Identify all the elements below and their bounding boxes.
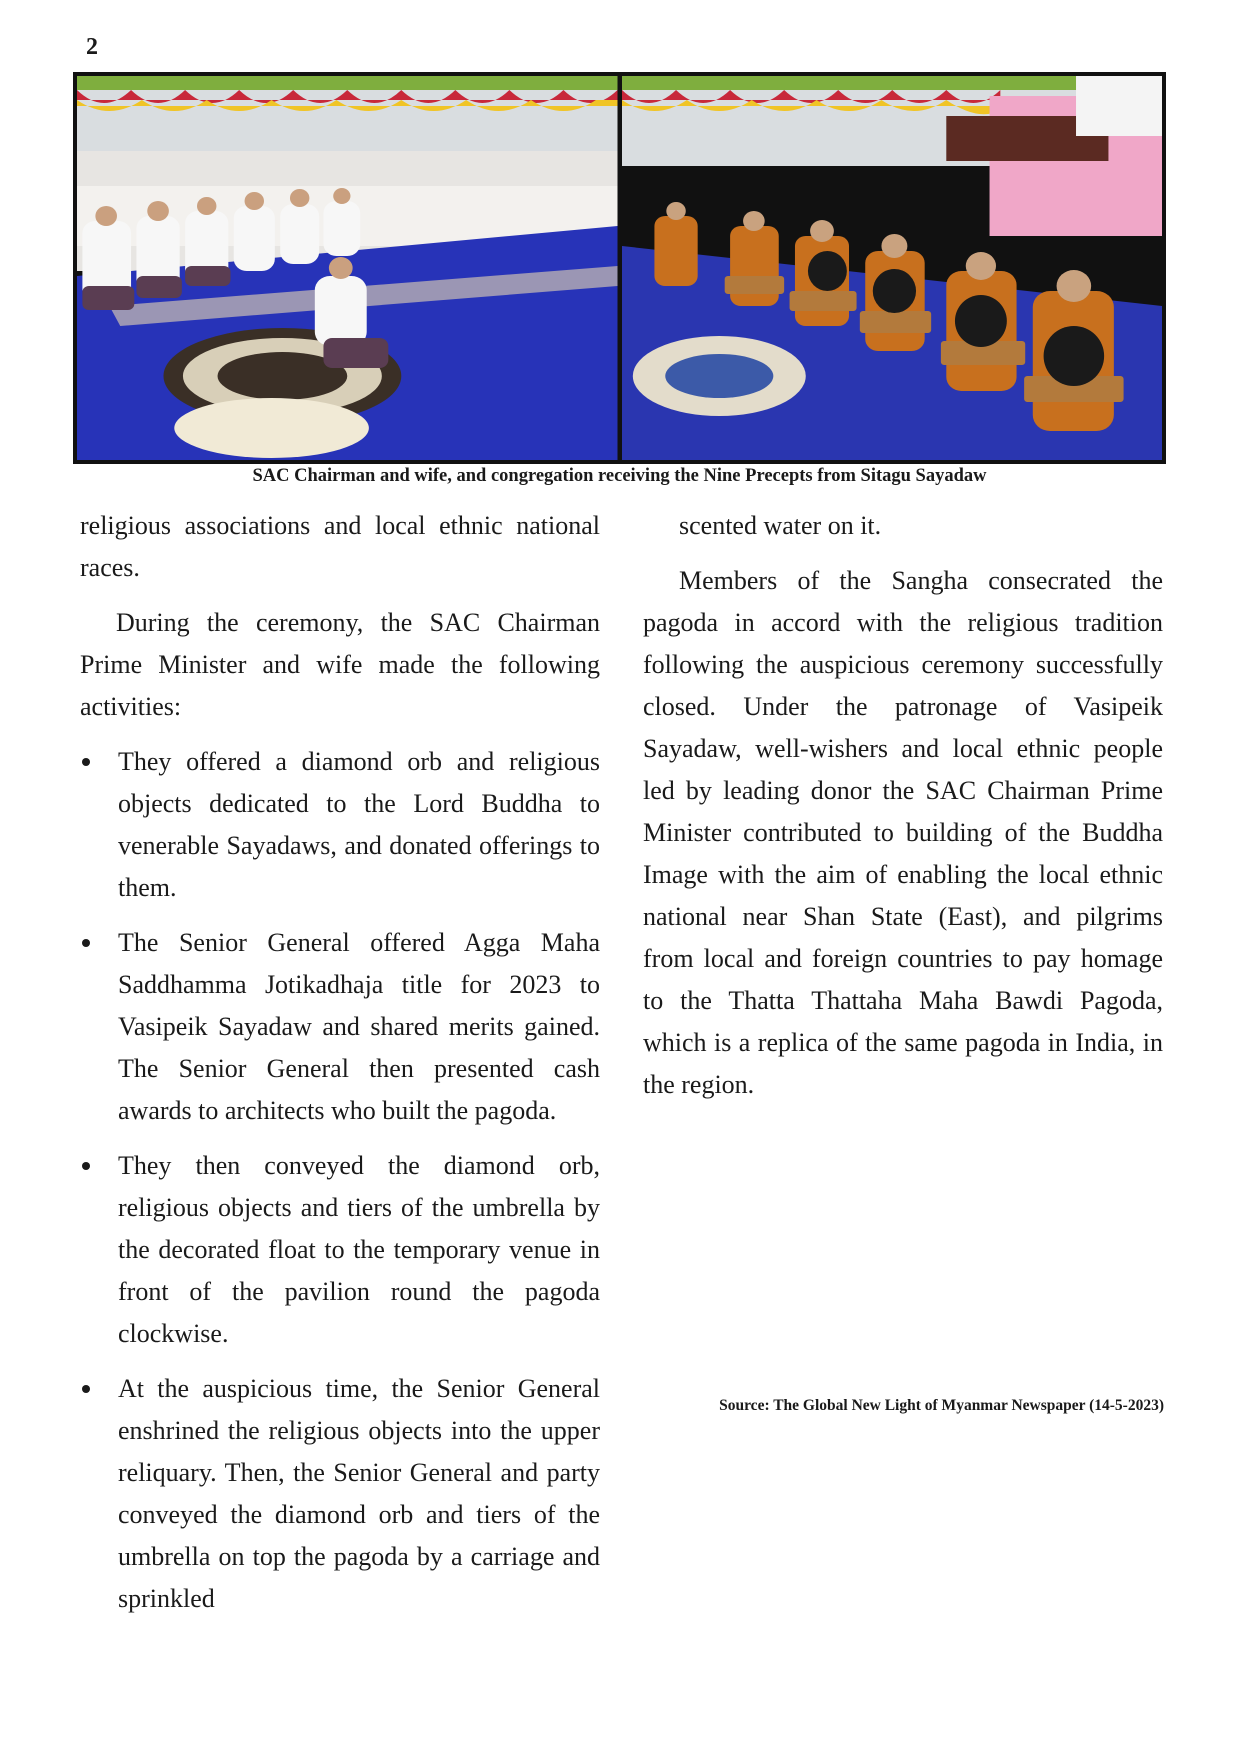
- monks-photo: [622, 76, 1163, 460]
- source-citation: Source: The Global New Light of Myanmar Newspaper (14-5-2023): [719, 1397, 1164, 1414]
- list-item: [80, 922, 600, 1132]
- list-item: [80, 1145, 600, 1355]
- paragraph: religious associations and local ethnic national races.: [80, 511, 600, 582]
- list-item-text: The Senior General offered Agga Maha Saddhamma Jotikadhaja title for 2023 to Vasipeik Sayadaw and shared merits gained. The Senior General then presented cash awards to architects who built the pagoda.: [118, 928, 600, 1125]
- paragraph: During the ceremony, the SAC Chairman Prime Minister and wife made the following activities:: [80, 608, 600, 721]
- bullet-icon: [82, 1385, 90, 1393]
- activity-list: [80, 741, 600, 1620]
- list-item-text: They then conveyed the diamond orb, religious objects and tiers of the umbrella by the decorated float to the temporary venue in front of the pavilion round the pagoda clockwise.: [118, 1151, 600, 1348]
- congregation-photo: [77, 76, 618, 460]
- right-column: [643, 505, 1163, 1119]
- photo-caption: SAC Chairman and wife, and congregation receiving the Nine Precepts from Sitagu Sayadaw: [252, 466, 987, 486]
- bullet-icon: [82, 939, 90, 947]
- ceremony-photo: [73, 72, 1166, 464]
- bullet-icon: [82, 758, 90, 766]
- paragraph: Members of the Sangha consecrated the pagoda in accord with the religious tradition following the auspicious ceremony successfully closed. Under the patronage of Vasipeik Sayadaw, well-wishers and local ethnic people led by leading donor the SAC Chairman Prime Minister contributed to building of the Buddha Image with the aim of enabling the local ethnic national near Shan State (East), and pilgrims from local and foreign countries to pay homage to the Thatta Thattaha Maha Bawdi Pagoda, which is a replica of the same pagoda in India, in the region.: [643, 566, 1163, 1099]
- left-column: [80, 505, 600, 1633]
- page-number: 2: [86, 34, 98, 60]
- list-item: [80, 1368, 600, 1620]
- list-item: [80, 741, 600, 909]
- bullet-icon: [82, 1162, 90, 1170]
- paragraph: scented water on it.: [679, 511, 882, 540]
- list-item-text: They offered a diamond orb and religious objects dedicated to the Lord Buddha to venerable Sayadaws, and donated offerings to them.: [118, 747, 600, 902]
- list-item-text: At the auspicious time, the Senior General enshrined the religious objects into the upper reliquary. Then, the Senior General and party conveyed the diamond orb and tiers of the umbrella on top the pagoda by a carriage and sprinkled: [118, 1374, 600, 1613]
